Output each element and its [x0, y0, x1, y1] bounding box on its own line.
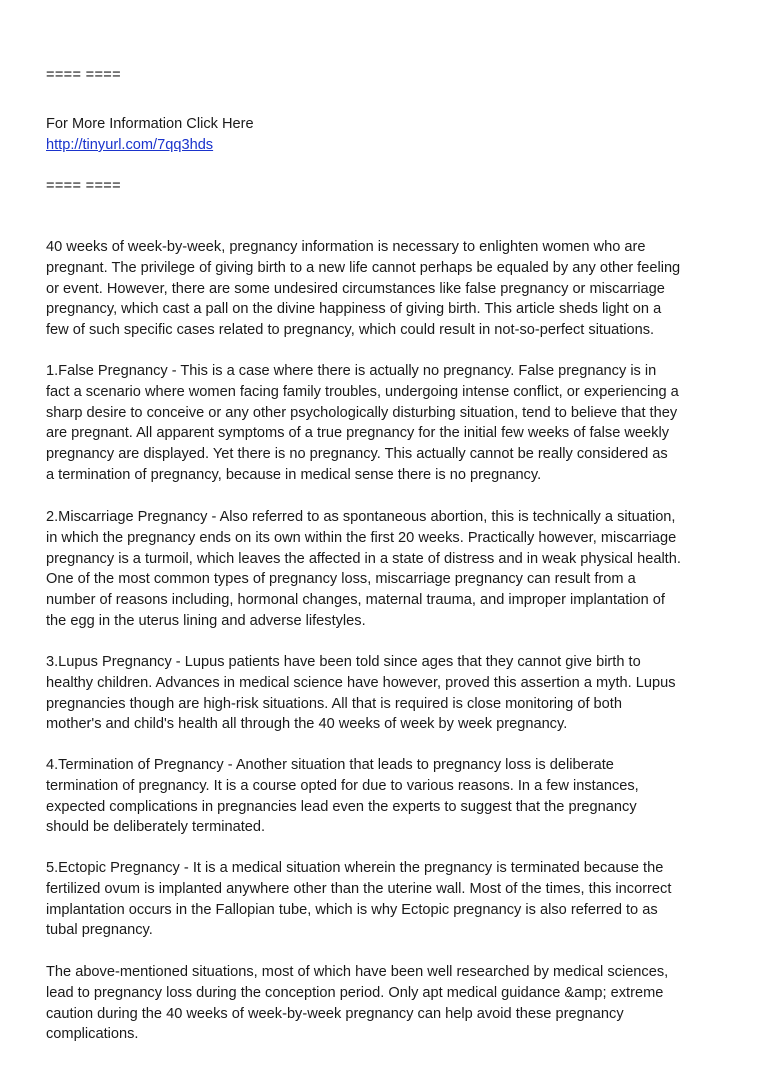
- paragraph-line: in which the pregnancy ends on its own within the first 20 weeks. Practically however, miscarriage: [46, 529, 677, 546]
- paragraph-line: 2.Miscarriage Pregnancy - Also referred to as spontaneous abortion, this is technically a situation,: [46, 509, 676, 525]
- paragraph-line: pregnancies though are high-risk situations. All that is required is close monitoring of both: [46, 695, 622, 712]
- separator-top: ==== ====: [46, 67, 121, 83]
- paragraph-line: pregnancy, which cast a pall on the divine happiness of giving birth. This article sheds light on a: [46, 301, 662, 318]
- lupus-pregnancy-paragraph: [46, 652, 746, 735]
- paragraph-line: number of reasons including, hormonal changes, maternal trauma, and improper implantation of: [46, 592, 665, 609]
- paragraph-line: termination of pregnancy. It is a course opted for due to various reasons. In a few instances,: [46, 777, 639, 794]
- paragraph-line: 3.Lupus Pregnancy - Lupus patients have been told since ages that they cannot give birth to: [46, 654, 641, 670]
- conclusion-paragraph: [46, 962, 746, 1045]
- paragraph-line: fertilized ovum is implanted anywhere other than the uterine wall. Most of the times, this incorrect: [46, 880, 672, 897]
- paragraph-line: are pregnant. All apparent symptoms of a true pregnancy for the initial few weeks of false weekly: [46, 425, 669, 442]
- paragraph-line: pregnancy are displayed. Yet there is no pregnancy. This actually cannot be really considered as: [46, 446, 668, 463]
- paragraph-line: a termination of pregnancy, because in medical sense there is no pregnancy.: [46, 466, 542, 483]
- paragraph-line: expected complications in pregnancies lead even the experts to suggest that the pregnancy: [46, 798, 637, 815]
- paragraph-line: caution during the 40 weeks of week-by-week pregnancy can help avoid these pregnancy: [46, 1005, 624, 1022]
- paragraph-line: 1.False Pregnancy - This is a case where there is actually no pregnancy. False pregnancy is in: [46, 363, 657, 379]
- false-pregnancy-paragraph: [46, 361, 746, 486]
- info-text: For More Information Click Here: [46, 116, 254, 132]
- paragraph-line: 4.Termination of Pregnancy - Another situation that leads to pregnancy loss is deliberate: [46, 757, 614, 773]
- paragraph-line: sharp desire to conceive or any other psychologically disturbing situation, tend to believe that they: [46, 404, 678, 421]
- ectopic-pregnancy-paragraph: [46, 858, 746, 941]
- paragraph-line: pregnancy is a turmoil, which leaves the affected in a state of distress and in weak physical health.: [46, 550, 681, 567]
- paragraph-line: or event. However, there are some undesired circumstances like false pregnancy or miscarriage: [46, 280, 665, 297]
- paragraph-line: The above-mentioned situations, most of which have been well researched by medical sciences,: [46, 964, 669, 980]
- paragraph-line: implantation occurs in the Fallopian tube, which is why Ectopic pregnancy is also referred to as: [46, 901, 658, 918]
- paragraph-line: fact a scenario where women facing family troubles, undergoing intense conflict, or experiencing a: [46, 383, 679, 400]
- termination-pregnancy-paragraph: [46, 755, 746, 838]
- paragraph-line: 40 weeks of week-by-week, pregnancy information is necessary to enlighten women who are: [46, 239, 646, 255]
- paragraph-line: lead to pregnancy loss during the conception period. Only apt medical guidance &amp; extreme: [46, 984, 664, 1001]
- paragraph-line: 5.Ectopic Pregnancy - It is a medical situation wherein the pregnancy is terminated because the: [46, 860, 664, 876]
- tinyurl-link[interactable]: http://tinyurl.com/7qq3hds: [46, 137, 214, 153]
- paragraph-line: should be deliberately terminated.: [46, 819, 266, 836]
- paragraph-line: the egg in the uterus lining and adverse lifestyles.: [46, 612, 366, 629]
- paragraph-line: tubal pregnancy.: [46, 922, 153, 939]
- paragraph-line: mother's and child's health all through the 40 weeks of week by week pregnancy.: [46, 716, 568, 733]
- miscarriage-pregnancy-paragraph: [46, 507, 746, 632]
- paragraph-line: complications.: [46, 1026, 139, 1043]
- separator-bottom: ==== ====: [46, 178, 121, 194]
- intro-paragraph: [46, 237, 746, 341]
- paragraph-line: One of the most common types of pregnancy loss, miscarriage pregnancy can result from a: [46, 571, 636, 588]
- paragraph-line: few of such specific cases related to pregnancy, which could result in not-so-perfect situations.: [46, 322, 655, 339]
- paragraph-line: pregnant. The privilege of giving birth to a new life cannot perhaps be equaled by any other feeling: [46, 259, 681, 276]
- paragraph-line: healthy children. Advances in medical science have however, proved this assertion a myth. Lupus: [46, 674, 676, 691]
